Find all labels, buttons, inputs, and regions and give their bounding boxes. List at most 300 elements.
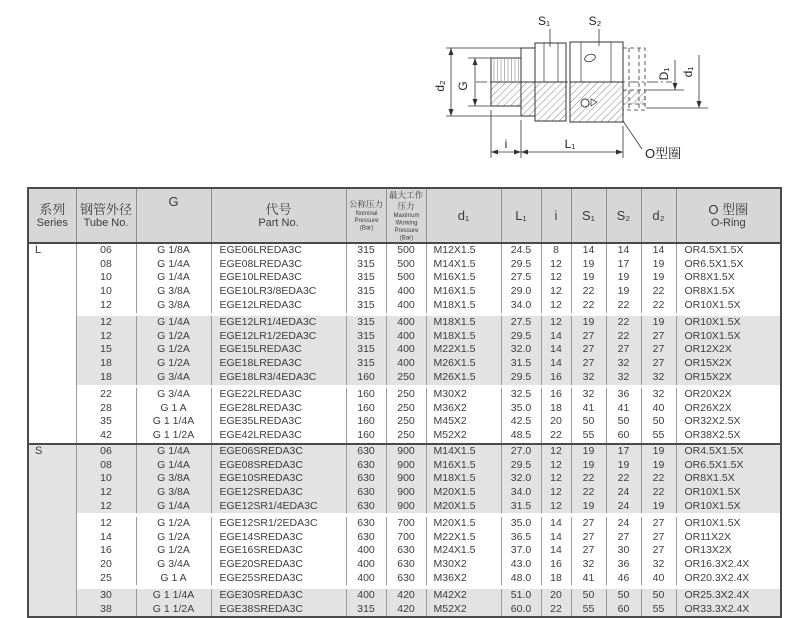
table-cell: 38 — [76, 603, 136, 618]
header-L1: L₁ — [515, 208, 527, 223]
table-cell: M16X1.5 — [426, 459, 501, 473]
table-cell: 17 — [606, 444, 641, 459]
table-cell: 500 — [386, 271, 426, 285]
table-cell: EGE20SREDA3C — [211, 558, 346, 572]
table-cell: 18 — [76, 357, 136, 371]
table-cell: 40 — [641, 572, 676, 586]
table-cell: 36.5 — [501, 531, 541, 545]
table-cell: M18X1.5 — [426, 299, 501, 313]
table-cell: 8 — [541, 243, 571, 258]
table-cell: 24 — [606, 486, 641, 500]
table-cell: 27 — [571, 531, 606, 545]
table-cell: 35.0 — [501, 402, 541, 416]
table-cell: 19 — [571, 459, 606, 473]
table-row — [28, 271, 781, 285]
table-cell: 27 — [571, 343, 606, 357]
table-row — [28, 444, 781, 459]
table-cell: M16X1.5 — [426, 285, 501, 299]
table-cell: G 3/8A — [136, 486, 211, 500]
table-cell: 35.0 — [501, 517, 541, 531]
table-cell: M24X1.5 — [426, 544, 501, 558]
table-cell: 27 — [571, 357, 606, 371]
table-cell: 400 — [386, 330, 426, 344]
table-cell: 55 — [571, 429, 606, 444]
table-cell: 51.0 — [501, 589, 541, 603]
table-cell: 36 — [606, 558, 641, 572]
table-cell: 19 — [606, 285, 641, 299]
series-label: L — [28, 243, 76, 444]
table-row — [28, 572, 781, 586]
table-cell: 20 — [76, 558, 136, 572]
table-cell: 900 — [386, 486, 426, 500]
table-cell: EGE42LREDA3C — [211, 429, 346, 444]
table-cell: 27 — [641, 544, 676, 558]
table-cell: 10 — [76, 271, 136, 285]
table-cell: OR8X1.5X — [684, 271, 735, 284]
table-cell: 22 — [571, 472, 606, 486]
table-cell: OR6.5X1.5X — [684, 257, 744, 270]
table-body — [28, 243, 781, 617]
table-cell: OR8X1.5X — [676, 472, 781, 486]
table-cell: EGE35LREDA3C — [211, 415, 346, 429]
table-cell: 900 — [386, 459, 426, 473]
table-cell: 14 — [641, 243, 676, 258]
table-cell: 250 — [386, 388, 426, 402]
table-cell: 41 — [606, 402, 641, 416]
table-cell: M45X2 — [426, 415, 501, 429]
table-cell: EGE30SREDA3C — [211, 589, 346, 603]
col-header-tube — [76, 188, 136, 243]
table-cell: 22 — [571, 486, 606, 500]
table-cell: G 1/4A — [136, 316, 211, 330]
table-cell: 14 — [541, 357, 571, 371]
table-cell: 60.0 — [501, 603, 541, 618]
table-cell: G 3/8A — [136, 472, 211, 486]
header-oring-zh: O 型圈 — [708, 201, 749, 217]
table-cell: 28 — [76, 402, 136, 416]
col-header-L1 — [501, 188, 541, 243]
table-cell: 30 — [606, 544, 641, 558]
hex-body — [535, 43, 566, 82]
table-cell: 50 — [571, 415, 606, 429]
table-cell: 160 — [346, 402, 386, 416]
table-cell: 29.5 — [501, 258, 541, 272]
table-cell: OR26X2X — [684, 401, 732, 414]
table-cell: M26X1.5 — [426, 357, 501, 371]
table-cell: OR10X1.5X — [676, 316, 781, 330]
col-header-part — [211, 188, 346, 243]
header-S2: S₂ — [616, 208, 631, 223]
table-cell: 22 — [76, 388, 136, 402]
table-row — [28, 544, 781, 558]
table-cell: 400 — [346, 572, 386, 586]
table-cell: EGE12SR1/4EDA3C — [211, 500, 346, 514]
table-cell: 630 — [346, 531, 386, 545]
table-cell: 48.0 — [501, 572, 541, 586]
table-cell: 160 — [346, 415, 386, 429]
col-header-max-pressure — [386, 188, 426, 243]
table-cell: 41 — [571, 572, 606, 586]
table-cell: M30X2 — [426, 558, 501, 572]
table-row — [28, 258, 781, 272]
table-cell: 315 — [346, 243, 386, 258]
table-cell: 630 — [386, 544, 426, 558]
table-cell: 22 — [641, 299, 676, 313]
table-cell: 50 — [606, 589, 641, 603]
table-cell: 160 — [346, 388, 386, 402]
table-cell: 42.5 — [501, 415, 541, 429]
table-cell: EGE28LREDA3C — [211, 402, 346, 416]
table-cell: 50 — [606, 415, 641, 429]
table-cell: 19 — [606, 271, 641, 285]
table-cell: 12 — [76, 330, 136, 344]
dim-label-d2: d₂ — [433, 80, 447, 92]
table-cell: 12 — [541, 285, 571, 299]
tube-dashed — [623, 48, 645, 110]
table-cell: EGE12SR1/2EDA3C — [211, 517, 346, 531]
table-cell: EGE06LREDA3C — [211, 243, 346, 258]
table-cell: 46 — [606, 572, 641, 586]
table-cell: 12 — [541, 258, 571, 272]
table-cell: 500 — [386, 258, 426, 272]
table-cell: 32 — [571, 388, 606, 402]
table-cell: 30 — [76, 589, 136, 603]
table-cell: 50 — [571, 589, 606, 603]
table-cell: 16 — [541, 371, 571, 385]
table-cell: OR8X1.5X — [684, 285, 735, 298]
table-cell: 12 — [76, 517, 136, 531]
table-cell: 27 — [641, 517, 676, 531]
table-cell: M36X2 — [426, 402, 501, 416]
table-row — [28, 316, 781, 330]
table-cell: 06 — [76, 444, 136, 459]
table-cell: 32.0 — [501, 343, 541, 357]
table-cell: 12 — [76, 486, 136, 500]
table-row — [28, 357, 781, 371]
col-header-d1 — [426, 188, 501, 243]
table-cell: 20 — [541, 589, 571, 603]
table-cell: M18X1.5 — [426, 472, 501, 486]
table-cell: 32 — [606, 371, 641, 385]
header-nominal-en2: Pressure (Bar) — [354, 217, 378, 232]
table-cell: 19 — [641, 316, 676, 330]
table-cell: 36 — [606, 388, 641, 402]
table-cell: 43.0 — [501, 558, 541, 572]
table-cell: EGE10LR3/8EDA3C — [211, 285, 346, 299]
table-cell: 60 — [606, 603, 641, 618]
table-cell: EGE22LREDA3C — [211, 388, 346, 402]
table-cell: 12 — [541, 500, 571, 514]
header-nominal-zh: 公称压力 — [348, 198, 383, 209]
table-cell: 24 — [606, 500, 641, 514]
table-row — [28, 402, 781, 416]
table-cell: M18X1.5 — [426, 330, 501, 344]
table-cell: OR10X1.5X — [684, 298, 741, 311]
table-cell: 19 — [571, 444, 606, 459]
table-row — [28, 472, 781, 486]
table-row — [28, 285, 781, 299]
table-row — [28, 603, 781, 618]
table-cell: 24 — [606, 517, 641, 531]
table-cell: 27.5 — [501, 316, 541, 330]
header-tube-en: Tube No. — [83, 216, 129, 229]
table-cell: OR15X2X — [676, 357, 781, 371]
table-cell: 22 — [606, 330, 641, 344]
dim-label-s2: S₂ — [588, 14, 602, 28]
table-cell: 48.5 — [501, 429, 541, 444]
series-label: S — [28, 444, 76, 617]
table-cell: 17 — [606, 258, 641, 272]
collar — [521, 48, 535, 82]
table-cell: 16 — [541, 388, 571, 402]
table-cell: OR4.5X1.5X — [676, 444, 781, 459]
col-header-nominal-pressure — [346, 188, 386, 243]
table-cell: 35 — [76, 415, 136, 429]
table-cell: 12 — [76, 316, 136, 330]
table-cell: G 1 A — [136, 402, 211, 416]
table-cell: 10 — [76, 472, 136, 486]
header-max-en2: Pressure (Bar) — [394, 226, 418, 241]
table-cell: 29.5 — [501, 371, 541, 385]
table-cell: 12 — [541, 271, 571, 285]
header-part-zh: 代号 — [265, 201, 292, 217]
table-cell: OR20X2X — [684, 388, 732, 401]
table-cell: G 3/8A — [136, 285, 211, 299]
table-cell: 630 — [346, 472, 386, 486]
table-cell: G 1/4A — [136, 271, 211, 285]
table-cell: 400 — [386, 316, 426, 330]
dim-label-g: G — [456, 81, 470, 91]
hex-nut — [570, 42, 623, 82]
table-cell: 630 — [386, 558, 426, 572]
table-cell: 34.0 — [501, 299, 541, 313]
table-cell: 700 — [386, 531, 426, 545]
table-cell: 315 — [346, 357, 386, 371]
table-cell: EGE12SREDA3C — [211, 486, 346, 500]
table-cell: 14 — [541, 343, 571, 357]
table-cell: G 1/2A — [136, 330, 211, 344]
table-cell: 22 — [541, 429, 571, 444]
table-cell: 315 — [346, 603, 386, 618]
table-cell: 250 — [386, 429, 426, 444]
table-cell: 19 — [571, 271, 606, 285]
col-header-S1 — [571, 188, 606, 243]
table-cell: 160 — [346, 429, 386, 444]
table-cell: OR15X2X — [676, 371, 781, 385]
table-cell: 16 — [541, 558, 571, 572]
table-cell: 630 — [346, 444, 386, 459]
table-row — [28, 243, 781, 258]
table-cell: 29.5 — [501, 459, 541, 473]
table-cell: 315 — [346, 271, 386, 285]
table-cell: EGE25SREDA3C — [211, 572, 346, 586]
table-cell: 27 — [571, 544, 606, 558]
table-row — [28, 531, 781, 545]
table-cell: 160 — [346, 371, 386, 385]
table-cell: 50 — [641, 589, 676, 603]
table-cell: 32.0 — [501, 472, 541, 486]
table-cell: 12 — [541, 486, 571, 500]
table-cell: 14 — [571, 243, 606, 258]
header-d2: d₂ — [652, 208, 665, 223]
header-d1: d₁ — [457, 208, 470, 223]
header-g: G — [168, 194, 179, 209]
table-cell: M42X2 — [426, 589, 501, 603]
table-cell: 250 — [386, 415, 426, 429]
header-i: i — [554, 208, 558, 223]
table-cell: EGE08LREDA3C — [211, 258, 346, 272]
table-cell: 27 — [606, 343, 641, 357]
table-cell: 19 — [641, 444, 676, 459]
header-row — [28, 188, 781, 243]
col-header-oring — [676, 188, 781, 243]
table-row — [28, 371, 781, 385]
table-cell: 900 — [386, 444, 426, 459]
table-cell: G 1 1/4A — [136, 589, 211, 603]
table-cell: 12 — [541, 459, 571, 473]
table-cell: 315 — [346, 330, 386, 344]
table-cell: 29.0 — [501, 285, 541, 299]
table-cell: M52X2 — [426, 429, 501, 444]
table-cell: EGE12LR1/4EDA3C — [211, 316, 346, 330]
table-row — [28, 500, 781, 514]
table-cell: 22 — [571, 299, 606, 313]
table-cell: 400 — [346, 589, 386, 603]
table-cell: 400 — [346, 544, 386, 558]
dim-label-L1: L₁ — [564, 137, 576, 151]
table-cell: 630 — [346, 486, 386, 500]
table-cell: 19 — [641, 500, 676, 514]
table-cell: 27.0 — [501, 444, 541, 459]
table-cell: 27 — [606, 531, 641, 545]
table-row — [28, 330, 781, 344]
table-cell: 420 — [386, 589, 426, 603]
table-cell: 14 — [541, 517, 571, 531]
table-cell: 18 — [541, 402, 571, 416]
dim-label-s1: S₁ — [537, 14, 551, 28]
table-row — [28, 388, 781, 402]
table-cell: 40 — [641, 402, 676, 416]
table-cell: 32 — [606, 357, 641, 371]
table-cell: EGE06SREDA3C — [211, 444, 346, 459]
table-cell: 22 — [571, 285, 606, 299]
col-header-d2 — [641, 188, 676, 243]
table-cell: 630 — [386, 572, 426, 586]
technical-drawing — [418, 0, 794, 182]
col-header-S2 — [606, 188, 641, 243]
table-cell: M26X1.5 — [426, 371, 501, 385]
table-cell: 420 — [386, 603, 426, 618]
table-cell: 500 — [386, 243, 426, 258]
table-cell: 31.5 — [501, 500, 541, 514]
table-cell: 22 — [606, 299, 641, 313]
table-cell: G 1/2A — [136, 544, 211, 558]
table-cell: 55 — [641, 603, 676, 618]
dim-label-d1: d₁ — [681, 66, 695, 78]
table-cell: 27 — [641, 343, 676, 357]
table-row — [28, 429, 781, 444]
table-cell: EGE38SREDA3C — [211, 603, 346, 618]
dim-label-i: i — [504, 137, 508, 151]
table-cell: G 1/4A — [136, 444, 211, 459]
table-cell: OR10X1.5X — [676, 486, 781, 500]
header-series-zh: 系列 — [39, 201, 66, 217]
table-cell: 19 — [571, 500, 606, 514]
table-cell: OR13X2X — [684, 544, 732, 557]
table-cell: EGE16SREDA3C — [211, 544, 346, 558]
table-row — [28, 415, 781, 429]
table-cell: 15 — [76, 343, 136, 357]
table-cell: 400 — [386, 299, 426, 313]
table-cell: 12 — [541, 444, 571, 459]
table-cell: 27 — [641, 531, 676, 545]
table-cell: 41 — [571, 402, 606, 416]
table-cell: 50 — [641, 415, 676, 429]
table-cell: 27 — [571, 517, 606, 531]
table-cell: OR32X2.5X — [684, 415, 741, 428]
table-cell: 630 — [346, 459, 386, 473]
stud-thread — [491, 58, 521, 82]
table-cell: M30X2 — [426, 388, 501, 402]
col-header-series — [28, 188, 76, 243]
table-cell: 250 — [386, 402, 426, 416]
table-cell: OR16.3X2.4X — [684, 557, 750, 570]
table-cell: 27 — [641, 330, 676, 344]
table-cell: G 1 1/2A — [136, 429, 211, 444]
header-part-en: Part No. — [258, 216, 299, 229]
table-cell: 55 — [641, 429, 676, 444]
table-cell: G 1/8A — [136, 243, 211, 258]
table-cell: EGE08SREDA3C — [211, 459, 346, 473]
table-cell: M22X1.5 — [426, 531, 501, 545]
table-cell: 19 — [641, 258, 676, 272]
table-cell: 700 — [386, 517, 426, 531]
table-cell: OR4.5X1.5X — [684, 244, 744, 256]
table-cell: G 1 1/4A — [136, 415, 211, 429]
table-cell: OR25.3X2.4X — [676, 589, 781, 603]
table-cell: OR33.3X2.4X — [676, 603, 781, 618]
table-cell: 32 — [641, 388, 676, 402]
table-cell: 14 — [541, 531, 571, 545]
table-cell: OR10X1.5X — [684, 516, 741, 529]
table-cell: G 3/4A — [136, 371, 211, 385]
table-cell: 14 — [76, 531, 136, 545]
table-cell: 32.5 — [501, 388, 541, 402]
table-cell: 630 — [346, 517, 386, 531]
dim-label-D1: D₁ — [657, 67, 671, 81]
header-nominal-en1: Nominal — [355, 209, 377, 217]
table-cell: 22 — [641, 285, 676, 299]
table-cell: 12 — [76, 500, 136, 514]
spec-table — [27, 187, 782, 618]
table-cell: 12 — [541, 472, 571, 486]
table-cell: 315 — [346, 258, 386, 272]
table-cell: OR6.5X1.5X — [676, 459, 781, 473]
table-cell: 14 — [541, 544, 571, 558]
table-cell: G 1 1/2A — [136, 603, 211, 618]
table-row — [28, 343, 781, 357]
table-cell: EGE12LR1/2EDA3C — [211, 330, 346, 344]
table-cell: 900 — [386, 472, 426, 486]
table-cell: 25 — [76, 572, 136, 586]
header-oring-en: O-Ring — [710, 216, 746, 229]
table-cell: G 1/2A — [136, 517, 211, 531]
header-tube-zh: 钢管外径 — [79, 201, 132, 217]
table-row — [28, 486, 781, 500]
table-cell: 630 — [346, 500, 386, 514]
table-cell: M12X1.5 — [426, 243, 501, 258]
table-cell: 34.0 — [501, 486, 541, 500]
